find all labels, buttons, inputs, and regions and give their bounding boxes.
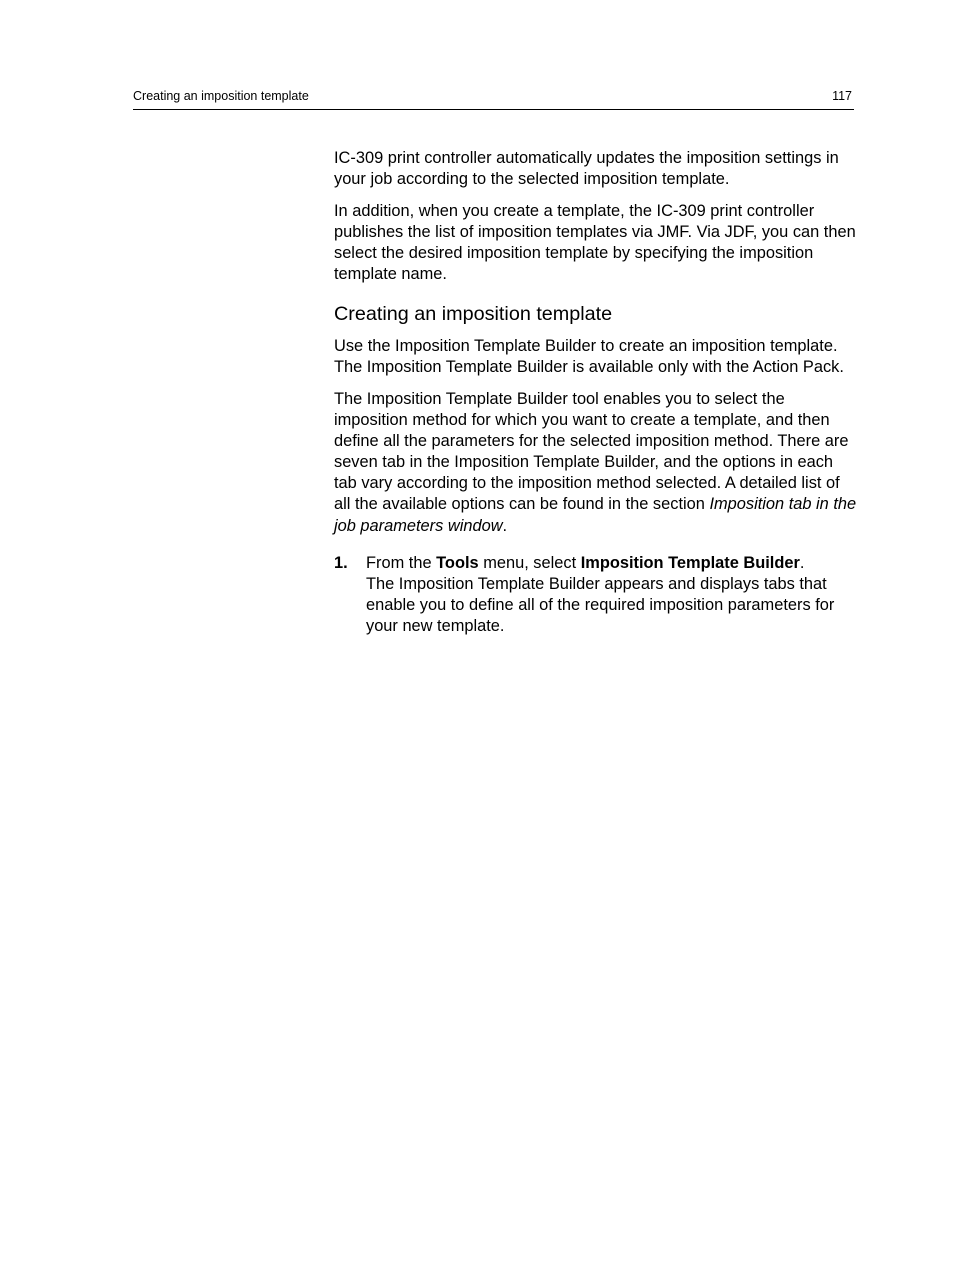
intro-paragraph-2: In addition, when you create a template, the IC-309 print controller publishes the list of imposition templates via JMF. Via JDF, you can then select the desired imposition template by specifying the imposition template name. [334, 201, 856, 284]
cross-reference-link[interactable]: Imposition tab in the job parameters window [334, 495, 857, 535]
step-text-mid: menu, select [478, 553, 581, 572]
step-instruction [366, 553, 859, 574]
page-header [133, 87, 854, 110]
step-text-pre: From the [366, 553, 437, 572]
page-number: 117 [832, 89, 852, 103]
intro-paragraph-1: IC-309 print controller automatically updates the imposition settings in your job according to the selected imposition template. [334, 149, 839, 189]
section-paragraph-2-text: The Imposition Template Builder tool enables you to select the imposition method for which you want to create a template, and then define all the parameters for the selected imposition method. There are seven tab in the Imposition Template Builder, and the options in each tab vary according to the imposition method selected. A detailed list of all the available options can be found in the section [334, 389, 849, 514]
step-result: The Imposition Template Builder appears and displays tabs that enable you to define all of the required imposition parameters for your new template. [366, 574, 835, 635]
step-text-post: . [799, 553, 805, 572]
menu-name-tools: Tools [436, 553, 479, 572]
step-1 [334, 553, 859, 637]
running-header-title: Creating an imposition template [133, 89, 309, 103]
section-paragraph-2-end: . [502, 516, 508, 535]
step-number: 1. [334, 553, 348, 572]
menu-item-imposition-template-builder: Imposition Template Builder [580, 553, 800, 572]
section-paragraph-1: Use the Imposition Template Builder to create an imposition template. The Imposition Template Builder is available only with the Action Pack. [334, 337, 844, 377]
main-content [334, 148, 859, 637]
section-heading: Creating an imposition template [334, 303, 613, 326]
section-paragraph-2 [334, 389, 859, 537]
